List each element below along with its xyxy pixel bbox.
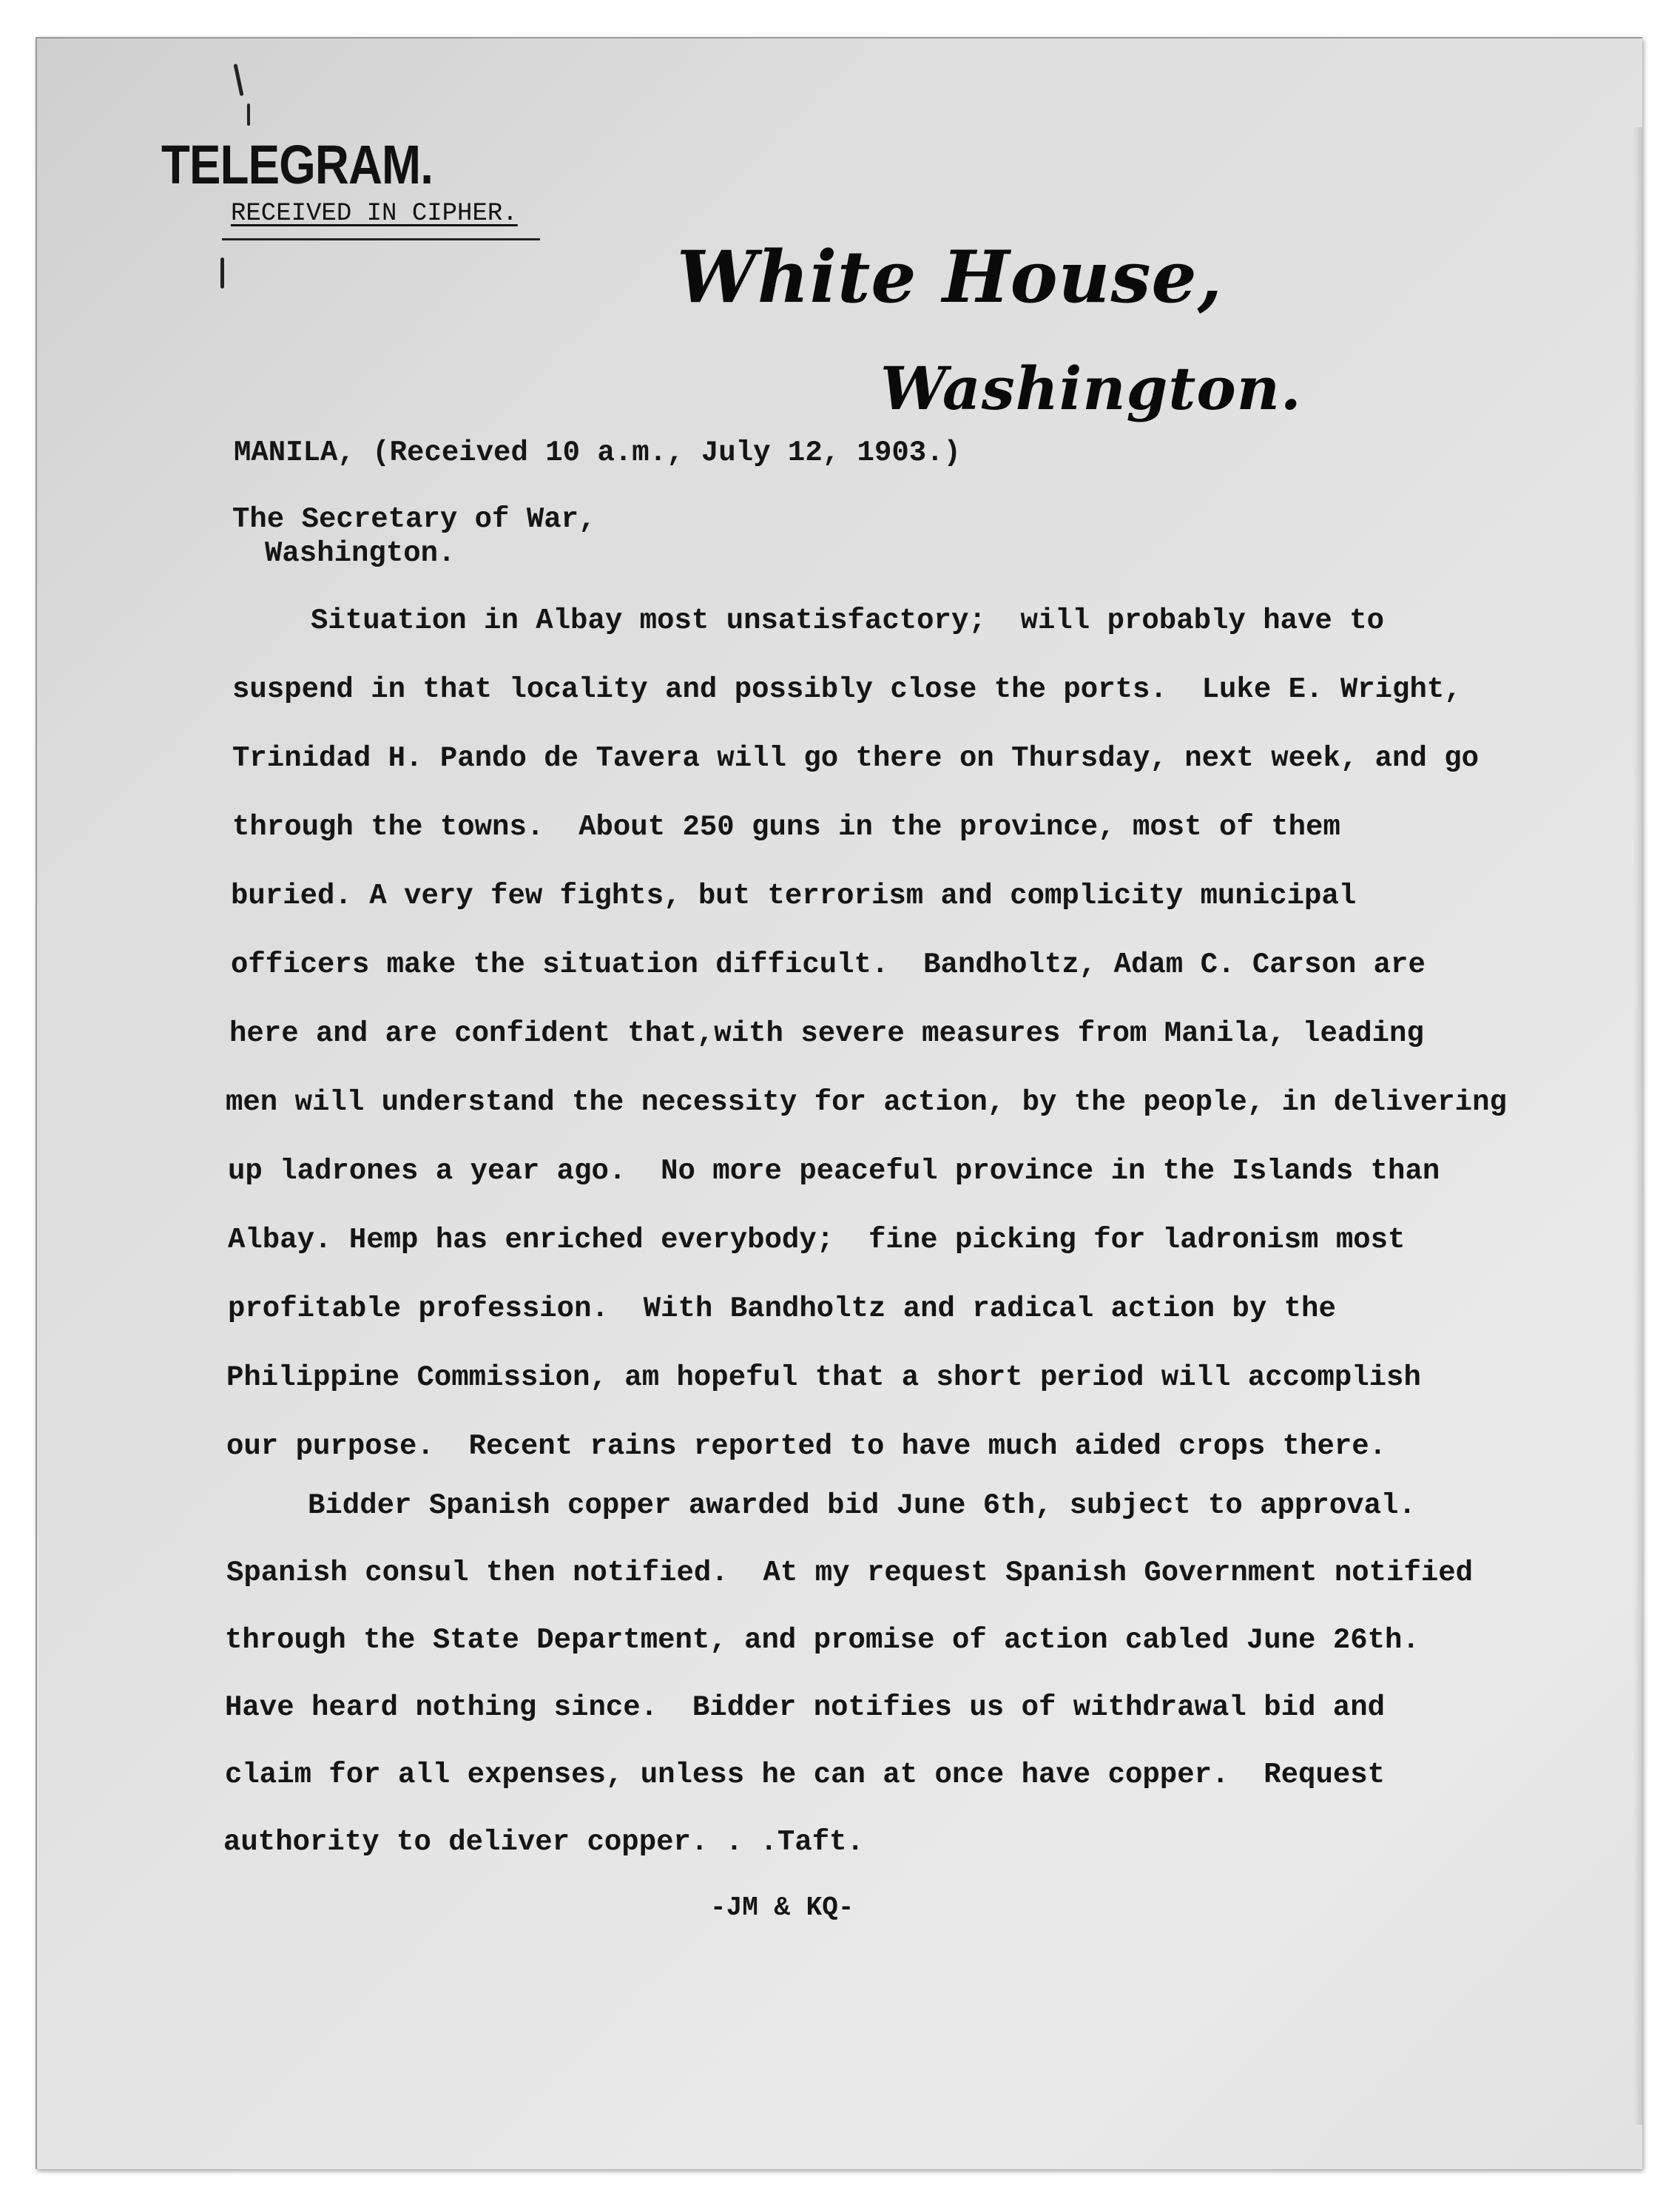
body-line: Situation in Albay most unsatisfactory; will probably have to xyxy=(311,604,1385,637)
body-line: authority to deliver copper. . .Taft. xyxy=(223,1826,864,1858)
body-line: suspend in that locality and possibly close the ports. Luke E. Wright, xyxy=(232,673,1462,706)
body-line: claim for all expenses, unless he can at once have copper. Request xyxy=(225,1759,1386,1791)
dateline: MANILA, (Received 10 a.m., July 12, 1903.) xyxy=(234,436,961,469)
body-line: here and are confident that,with severe measures from Manila, leading xyxy=(229,1017,1424,1050)
body-line: Trinidad H. Pando de Tavera will go there on Thursday, next week, and go xyxy=(232,742,1480,775)
body-line: Spanish consul then notified. At my request Spanish Government notified xyxy=(226,1557,1474,1589)
body-line: Bidder Spanish copper awarded bid June 6th, subject to approval. xyxy=(308,1489,1416,1522)
received-in-cipher-label: RECEIVED IN CIPHER. xyxy=(231,200,518,228)
addressee-line-2: Washington. xyxy=(265,537,456,570)
body-line: officers make the situation difficult. Bandholtz, Adam C. Carson are xyxy=(231,948,1426,981)
body-line: through the towns. About 250 guns in the province, most of them xyxy=(232,811,1340,843)
body-line: buried. A very few fights, but terrorism and complicity municipal xyxy=(231,880,1357,912)
signoff: -JM & KQ- xyxy=(710,1892,854,1923)
pen-mark xyxy=(220,257,224,289)
body-line: profitable profession. With Bandholtz and radical action by the xyxy=(228,1292,1336,1325)
body-line: Have heard nothing since. Bidder notifies us of withdrawal bid and xyxy=(225,1691,1386,1724)
cipher-underline xyxy=(222,238,540,240)
letterhead-city: Washington. xyxy=(880,354,1302,423)
body-line: through the State Department, and promise of action cabled June 26th. xyxy=(225,1624,1420,1656)
body-line: our purpose. Recent rains reported to have much aided crops there. xyxy=(226,1430,1387,1463)
letterhead-house: White House, xyxy=(677,235,1223,319)
body-line: Albay. Hemp has enriched everybody; fine picking for ladronism most xyxy=(228,1224,1406,1256)
body-line: up ladrones a year ago. No more peaceful province in the Islands than xyxy=(228,1155,1440,1187)
body-line: men will understand the necessity for action, by the people, in delivering xyxy=(226,1086,1507,1119)
telegram-heading: TELEGRAM. xyxy=(161,134,434,195)
pen-mark xyxy=(247,104,250,126)
body-line: Philippine Commission, am hopeful that a short period will accomplish xyxy=(226,1361,1421,1394)
addressee-line-1: The Secretary of War, xyxy=(232,503,596,536)
